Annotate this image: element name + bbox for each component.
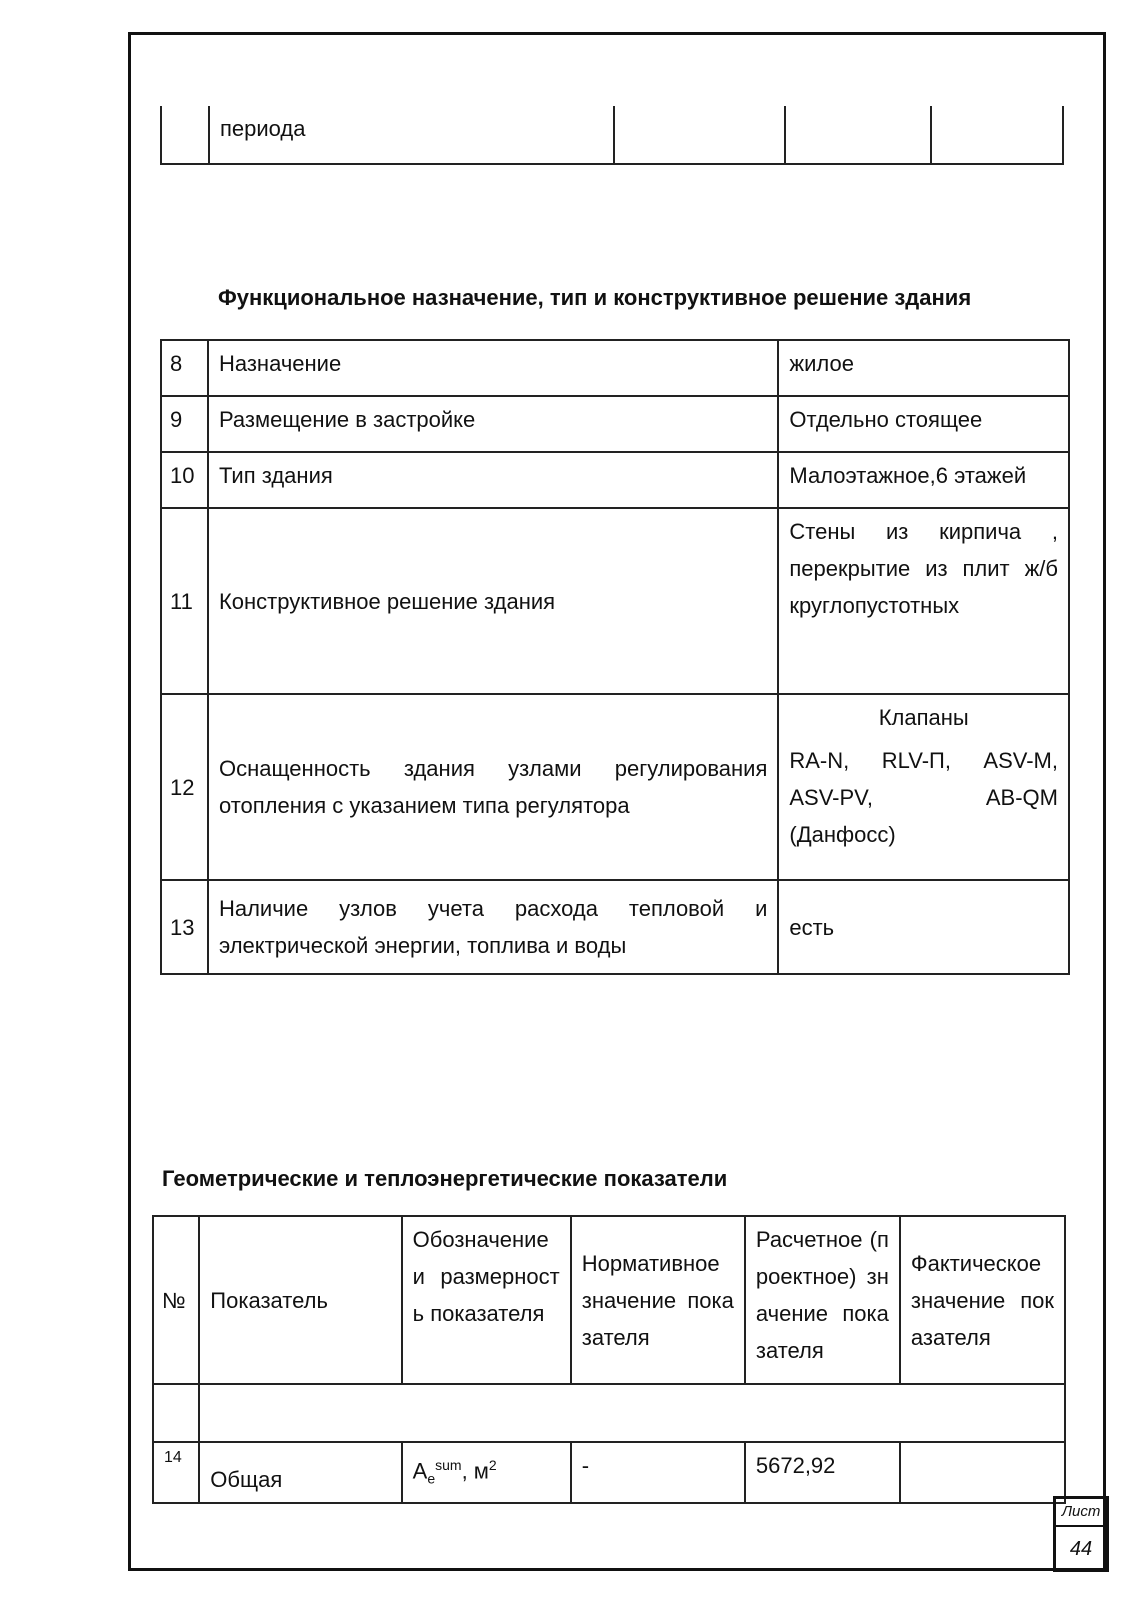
table-row (161, 340, 1069, 396)
row-name: Назначение (208, 340, 778, 396)
row-name: Наличие узлов учета расхода тепловой и электрической энергии, топлива и воды (208, 880, 778, 974)
table-row (161, 508, 1069, 694)
top-row-text: периода (209, 106, 614, 164)
header-designation: Обозначение и размерность показателя (402, 1216, 571, 1384)
table-row (161, 452, 1069, 508)
row-number: 11 (161, 508, 208, 694)
row-actual (900, 1442, 1065, 1503)
row-number: 12 (161, 694, 208, 880)
row-indicator: Общая (199, 1442, 401, 1503)
row-value-cell (778, 694, 1069, 880)
row-number: 14 (153, 1442, 199, 1503)
sheet-stamp (1053, 1496, 1109, 1572)
sheet-number: 44 (1069, 1538, 1093, 1560)
row-value: жилое (778, 340, 1069, 396)
functional-table (160, 339, 1070, 975)
header-normative: Нормативное значение показателя (571, 1216, 745, 1384)
row-value: Отдельно стоящее (778, 396, 1069, 452)
row-designation: $A_e^{sum}$, $м^2$ (402, 1442, 571, 1503)
row-calculated: 5672,92 (745, 1442, 900, 1503)
header-calculated: Расчетное (проектное) значение показателя (745, 1216, 900, 1384)
row-value: Малоэтажное,6 этажей (778, 452, 1069, 508)
row-number: 13 (161, 880, 208, 974)
row-name: Оснащенность здания узлами регулирования отопления с указанием типа регулятора (208, 694, 778, 880)
geometric-table (152, 1215, 1066, 1504)
table-row (161, 106, 1063, 164)
row-number: 10 (161, 452, 208, 508)
table-row (161, 880, 1069, 974)
row-value: есть (778, 880, 1069, 974)
table-row (161, 694, 1069, 880)
table-row (153, 1384, 1065, 1442)
table-row (161, 396, 1069, 452)
table-row (153, 1442, 1065, 1503)
row-name: Конструктивное решение здания (208, 508, 778, 694)
row-value: Стены из кирпича , перекрытие из плит ж/б круглопустотных (778, 508, 1069, 694)
header-indicator: Показатель (199, 1216, 401, 1384)
table-header-row (153, 1216, 1065, 1384)
section1-title: Функциональное назначение, тип и конструктивное решение здания (218, 285, 972, 310)
row-number: 8 (161, 340, 208, 396)
valve-title: Клапаны (878, 705, 969, 730)
header-num: № (153, 1216, 199, 1384)
row-normative: - (571, 1442, 745, 1503)
row-number: 9 (161, 396, 208, 452)
section2-title: Геометрические и теплоэнергетические показатели (162, 1166, 728, 1191)
row-name: Размещение в застройке (208, 396, 778, 452)
header-actual: Фактическое значение показателя (900, 1216, 1065, 1384)
top-table-fragment (160, 106, 1064, 165)
sheet-label: Лист (1056, 1499, 1106, 1527)
row-name: Тип здания (208, 452, 778, 508)
valve-list: RA-N, RLV-П, ASV-M, ASV-PV, AB-QM (Данфосс) (789, 748, 1058, 847)
